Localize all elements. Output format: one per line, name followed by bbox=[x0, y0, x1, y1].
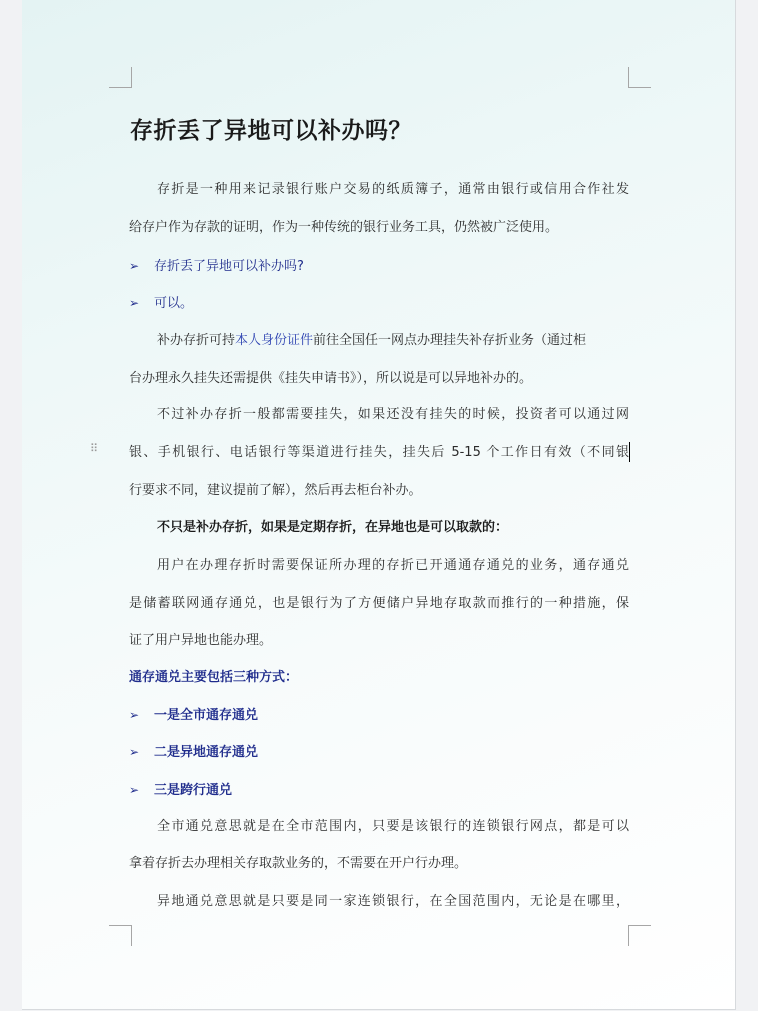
id-document-link[interactable]: 本人身份证件 bbox=[235, 333, 314, 348]
list-item-text: 可以。 bbox=[154, 296, 194, 311]
text-cursor bbox=[629, 442, 630, 462]
paragraph-line[interactable]: 证了用户异地也能办理。 bbox=[129, 633, 273, 648]
paragraph-line[interactable]: 异地通兑意思就是只要是同一家连锁银行，在全国范围内，无论是在哪里， bbox=[157, 894, 629, 909]
arrow-bullet-icon: ➢ bbox=[129, 708, 140, 722]
list-item[interactable] bbox=[129, 291, 629, 315]
drag-handle-icon[interactable]: ⠿ bbox=[90, 442, 100, 455]
list-item[interactable] bbox=[129, 254, 629, 278]
list-item-text: 二是异地通存通兑 bbox=[154, 745, 259, 760]
paragraph-line[interactable]: 不过补办存折一般都需要挂失，如果还没有挂失的时候，投资者可以通过网 bbox=[157, 407, 629, 422]
list-item[interactable] bbox=[129, 703, 629, 727]
arrow-bullet-icon: ➢ bbox=[129, 259, 140, 273]
document-title[interactable]: 存折丢了异地可以补办吗？ bbox=[130, 117, 412, 144]
margin-corner-bottom-right bbox=[628, 925, 651, 946]
paragraph-line[interactable]: 给存户作为存款的证明，作为一种传统的银行业务工具，仍然被广泛使用。 bbox=[129, 220, 559, 235]
paragraph-line[interactable]: 拿着存折去办理相关存取款业务的，不需要在开户行办理。 bbox=[129, 856, 468, 871]
margin-corner-top-right bbox=[628, 67, 651, 88]
paragraph-line[interactable]: 全市通兑意思就是在全市范围内，只要是该银行的连锁银行网点，都是可以 bbox=[157, 819, 629, 834]
text-run: 前往全国任一网点办理挂失补存折业务（通过柜 bbox=[313, 333, 587, 348]
arrow-bullet-icon: ➢ bbox=[129, 745, 140, 759]
margin-corner-bottom-left bbox=[109, 925, 132, 946]
paragraph-line[interactable]: 银、手机银行、电话银行等渠道进行挂失，挂失后 5-15 个工作日有效（不同银 bbox=[129, 445, 629, 460]
list-item-text: 一是全市通存通兑 bbox=[154, 708, 259, 723]
paragraph-line[interactable] bbox=[129, 329, 629, 353]
list-item-text: 存折丢了异地可以补办吗? bbox=[154, 259, 304, 274]
margin-corner-top-left bbox=[109, 67, 132, 88]
paragraph-line[interactable]: 行要求不同，建议提前了解），然后再去柜台补办。 bbox=[129, 483, 422, 498]
section-heading[interactable]: 通存通兑主要包括三种方式： bbox=[129, 670, 299, 685]
list-item[interactable] bbox=[129, 778, 629, 802]
list-item[interactable] bbox=[129, 740, 629, 764]
list-item-text: 三是跨行通兑 bbox=[154, 783, 233, 798]
paragraph-line-bold[interactable]: 不只是补办存折，如果是定期存折，在异地也是可以取款的： bbox=[157, 520, 509, 535]
text-run: 补办存折可持 bbox=[157, 333, 236, 348]
paragraph-line[interactable]: 用户在办理存折时需要保证所办理的存折已开通通存通兑的业务，通存通兑 bbox=[157, 558, 629, 573]
paragraph-line[interactable]: 是储蓄联网通存通兑，也是银行为了方便储户异地存取款而推行的一种措施，保 bbox=[129, 596, 629, 611]
paragraph-line[interactable]: 存折是一种用来记录银行账户交易的纸质簿子，通常由银行或信用合作社发 bbox=[157, 182, 629, 197]
paragraph-line[interactable]: 台办理永久挂失还需提供《挂失申请书》），所以说是可以异地补办的。 bbox=[129, 371, 533, 386]
arrow-bullet-icon: ➢ bbox=[129, 783, 140, 797]
arrow-bullet-icon: ➢ bbox=[129, 296, 140, 310]
